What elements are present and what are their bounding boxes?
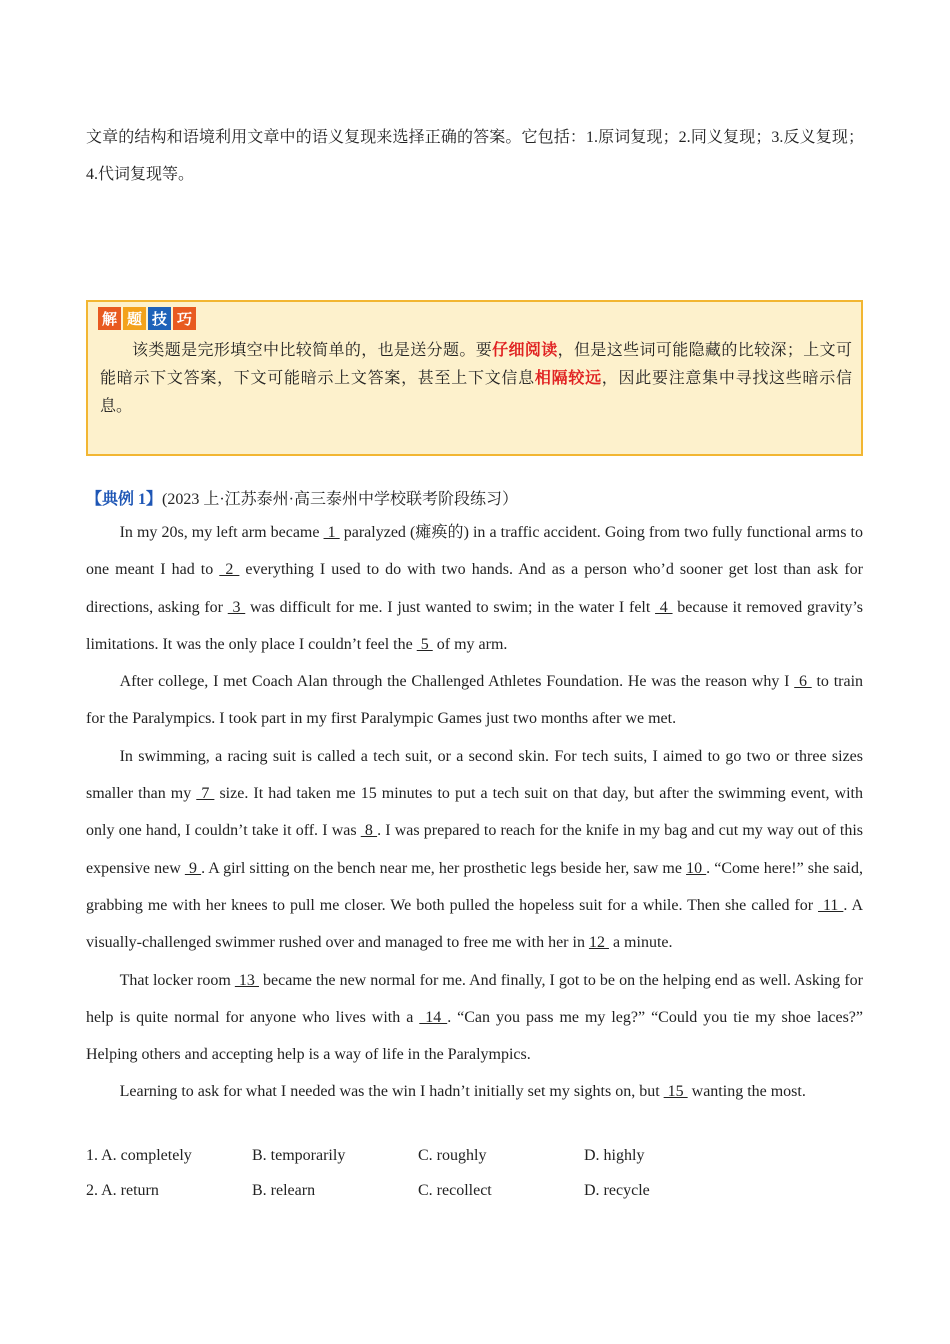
- cloze-blank: 8: [360, 822, 378, 840]
- cloze-blank: 13: [234, 971, 259, 989]
- cloze-blank: 14: [419, 1008, 448, 1026]
- passage-text: Learning to ask for what I needed was the win I hadn’t initially set my sights on, but: [119, 1083, 664, 1101]
- option-a: 1. A. completely: [86, 1146, 192, 1164]
- solving-tips-box: [86, 300, 863, 456]
- passage-text: a minute.: [608, 934, 673, 952]
- badge-char: 题: [123, 307, 146, 330]
- option-b: B. temporarily: [252, 1146, 346, 1164]
- tips-badges: [98, 307, 196, 330]
- passage-text: paralyzed (瘫痪的) in a traffic accident. Going from two fully functional arms to one meant I had to: [86, 524, 863, 579]
- passage-paragraph: [86, 663, 863, 738]
- tips-text: [100, 337, 852, 421]
- passage-text: everything I used to do with two hands. And as a person who’d sooner get lost than ask for directions, asking for: [86, 561, 864, 616]
- option-c: C. recollect: [418, 1181, 492, 1199]
- passage-paragraph: [86, 962, 863, 1074]
- passage-text: That locker room: [119, 971, 235, 989]
- option-b: B. relearn: [252, 1181, 316, 1199]
- example-heading: [86, 486, 518, 509]
- cloze-passage: [86, 514, 863, 1111]
- passage-text: of my arm.: [432, 635, 508, 653]
- cloze-blank: 3: [227, 598, 246, 616]
- tips-highlight: 相隔较远: [534, 370, 602, 387]
- passage-text: because it removed gravity’s limitations. It was the only place I couldn’t feel the: [86, 598, 864, 653]
- option-d: D. recycle: [584, 1181, 650, 1199]
- passage-text: was difficult for me. I just wanted to swim; in the water I felt: [245, 598, 656, 616]
- cloze-blank: 4: [655, 598, 673, 616]
- badge-char: 解: [98, 307, 121, 330]
- badge-char: 技: [148, 307, 171, 330]
- passage-text: . A girl sitting on the bench near me, her prosthetic legs beside her, saw me: [201, 859, 687, 877]
- passage-text: After college, I met Coach Alan through the Challenged Athletes Foundation. He was the reason why I: [119, 673, 795, 691]
- passage-text: . “Come here!” she said, grabbing me with her knees to pull me closer. We both pulled the hopeless suit for a while. Then she called for: [86, 859, 863, 914]
- passage-paragraph: [86, 1073, 863, 1110]
- passage-text: to train for the Paralympics. I took part in my first Paralympic Games just two months after we met.: [86, 673, 864, 728]
- tips-highlight: 仔细阅读: [492, 342, 558, 359]
- intro-paragraph: 文章的结构和语境利用文章中的语义复现来选择正确的答案。它包括：1.原词复现；2.同义复现；3.反义复现；4.代词复现等。: [86, 129, 864, 183]
- cloze-blank: 5: [416, 635, 433, 653]
- passage-text: In swimming, a racing suit is called a tech suit, or a second skin. For tech suits, I aimed to go two or three sizes smaller than my: [86, 747, 863, 803]
- passage-text: wanting the most.: [687, 1083, 806, 1101]
- cloze-blank: 12: [588, 934, 609, 952]
- passage-text: . I was prepared to reach for the knife in my bag and cut my way out of this expensive new: [86, 822, 863, 877]
- cloze-blank: 1: [323, 524, 340, 541]
- cloze-blank: 9: [184, 859, 202, 877]
- passage-text: In my 20s, my left arm became: [119, 524, 324, 541]
- tips-text-part: 该类题是完形填空中比较简单的，也是送分题。要: [132, 342, 493, 359]
- passage-text: . “Can you pass me my leg?” “Could you tie my shoe laces?” Helping others and accepting help is a way of life in the Paralympics.: [86, 1008, 864, 1064]
- cloze-blank: 6: [794, 673, 812, 691]
- answer-options: [86, 1138, 863, 1208]
- passage-text: became the new normal for me. And finally, I got to be on the helping end as well. Asking for help is quite normal for anyone who lives with a: [86, 971, 864, 1026]
- cloze-blank: 10: [686, 859, 707, 877]
- option-d: D. highly: [584, 1146, 645, 1164]
- badge-char: 巧: [173, 307, 196, 330]
- cloze-blank: 2: [219, 561, 240, 579]
- option-a: 2. A. return: [86, 1181, 159, 1199]
- example-label: 【典例 1】: [86, 491, 163, 508]
- tips-text-part: ，但是这些词可能隐藏的比较深；上文可能暗示下文答案，下文可能暗示上文答案，甚至上下文信息: [100, 342, 852, 387]
- cloze-blank: 11: [818, 896, 844, 914]
- passage-paragraph: [86, 514, 863, 663]
- passage-paragraph: [86, 738, 863, 962]
- passage-text: size. It had taken me 15 minutes to put a tech suit on that day, but after the swimming event, with only one hand, I couldn’t take it off. I was: [86, 785, 864, 840]
- option-c: C. roughly: [418, 1146, 487, 1164]
- question-1-options: [86, 1138, 863, 1173]
- cloze-blank: 7: [196, 785, 215, 803]
- tips-text-part: ，因此要注意集中寻找这些暗示信息。: [100, 370, 852, 415]
- example-source: (2023 上·江苏泰州·高三泰州中学校联考阶段练习）: [162, 491, 519, 508]
- passage-text: . A visually-challenged swimmer rushed over and managed to free me with her in: [86, 896, 864, 952]
- cloze-blank: 15: [663, 1083, 688, 1101]
- question-2-options: [86, 1173, 863, 1208]
